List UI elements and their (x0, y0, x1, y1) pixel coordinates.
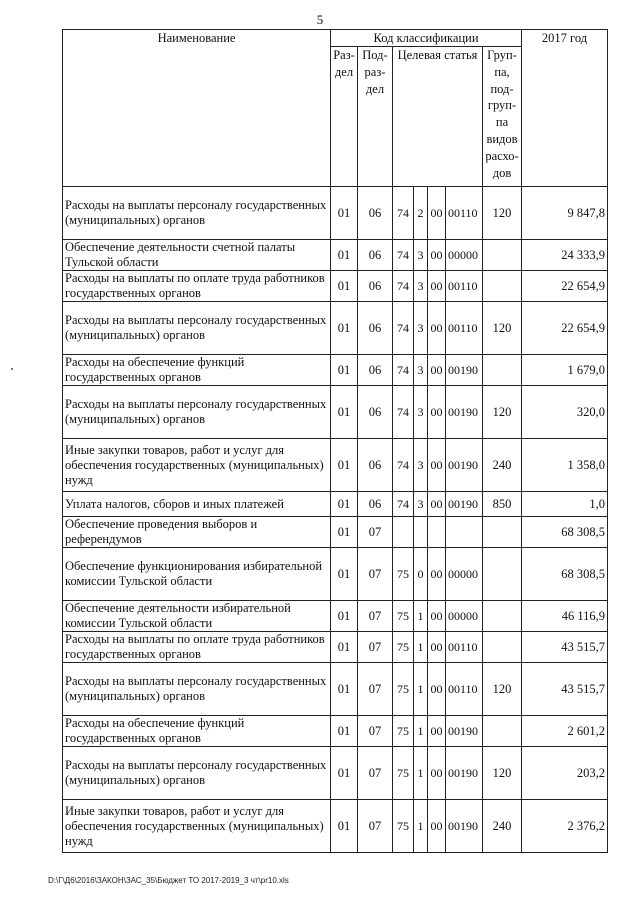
target-article-subprogram: 1 (414, 663, 428, 716)
target-article-part: 00 (428, 240, 446, 271)
section-code: 01 (331, 187, 358, 240)
target-article-direction (446, 517, 483, 548)
section-code: 01 (331, 747, 358, 800)
expense-type-code: 120 (483, 187, 522, 240)
target-article-program: 75 (393, 632, 414, 663)
target-article-direction: 00000 (446, 548, 483, 601)
table-row (63, 747, 608, 800)
target-article-direction: 00110 (446, 302, 483, 355)
target-article-program: 74 (393, 439, 414, 492)
target-article-subprogram: 3 (414, 355, 428, 386)
target-article-direction: 00190 (446, 386, 483, 439)
target-article-part: 00 (428, 386, 446, 439)
margin-mark (11, 368, 13, 370)
target-article-subprogram: 3 (414, 302, 428, 355)
section-code: 01 (331, 716, 358, 747)
target-article-part: 00 (428, 800, 446, 853)
subsection-code: 07 (358, 548, 393, 601)
section-code: 01 (331, 355, 358, 386)
expense-type-code (483, 240, 522, 271)
subsection-code: 07 (358, 632, 393, 663)
amount-2017: 2 601,2 (522, 716, 608, 747)
expense-type-code: 120 (483, 302, 522, 355)
table-body (63, 187, 608, 853)
table-row (63, 601, 608, 632)
target-article-part: 00 (428, 439, 446, 492)
target-article-part: 00 (428, 747, 446, 800)
row-name: Обеспечение функционирования избирательной комиссии Тульской области (63, 548, 331, 601)
subsection-code: 06 (358, 187, 393, 240)
expense-type-code: 850 (483, 492, 522, 517)
target-article-program: 75 (393, 747, 414, 800)
target-article-part: 00 (428, 492, 446, 517)
header-code: Код классификации (331, 30, 522, 47)
target-article-program: 75 (393, 716, 414, 747)
section-code: 01 (331, 302, 358, 355)
target-article-subprogram: 3 (414, 240, 428, 271)
subsection-code: 07 (358, 601, 393, 632)
table-row (63, 632, 608, 663)
row-name: Иные закупки товаров, работ и услуг для обеспечения государственных (муниципальных) нужд (63, 800, 331, 853)
target-article-subprogram: 0 (414, 548, 428, 601)
target-article-program: 74 (393, 271, 414, 302)
row-name: Обеспечение проведения выборов и референдумов (63, 517, 331, 548)
target-article-subprogram: 2 (414, 187, 428, 240)
table-row (63, 187, 608, 240)
header-section: Раз- дел (331, 47, 358, 187)
row-name: Уплата налогов, сборов и иных платежей (63, 492, 331, 517)
target-article-direction: 00190 (446, 492, 483, 517)
target-article-direction: 00190 (446, 439, 483, 492)
row-name: Расходы на выплаты по оплате труда работников государственных органов (63, 271, 331, 302)
target-article-direction: 00190 (446, 716, 483, 747)
amount-2017: 68 308,5 (522, 548, 608, 601)
target-article-part: 00 (428, 187, 446, 240)
section-code: 01 (331, 800, 358, 853)
target-article-subprogram: 1 (414, 800, 428, 853)
target-article-program: 74 (393, 492, 414, 517)
target-article-part: 00 (428, 663, 446, 716)
amount-2017: 203,2 (522, 747, 608, 800)
target-article-subprogram: 3 (414, 271, 428, 302)
target-article-direction: 00110 (446, 663, 483, 716)
target-article-direction: 00000 (446, 601, 483, 632)
table-row (63, 302, 608, 355)
row-name: Расходы на выплаты персоналу государственных (муниципальных) органов (63, 386, 331, 439)
footer-file-path: D:\Г\Д6\2016\ЗАКОН\ЗАС_35\Бюджет ТО 2017-2019_3 чт\pr10.xls (48, 876, 289, 885)
page-number: 5 (316, 12, 324, 27)
header-year: 2017 год (522, 30, 608, 187)
target-article-part: 00 (428, 632, 446, 663)
target-article-program: 75 (393, 663, 414, 716)
subsection-code: 06 (358, 386, 393, 439)
target-article-direction: 00110 (446, 271, 483, 302)
target-article-program (393, 517, 414, 548)
target-article-subprogram: 1 (414, 716, 428, 747)
target-article-part (428, 517, 446, 548)
amount-2017: 2 376,2 (522, 800, 608, 853)
target-article-subprogram: 1 (414, 601, 428, 632)
expense-type-code: 240 (483, 439, 522, 492)
target-article-subprogram: 3 (414, 439, 428, 492)
target-article-direction: 00190 (446, 747, 483, 800)
table-row (63, 492, 608, 517)
expense-type-code: 120 (483, 386, 522, 439)
table-row (63, 517, 608, 548)
amount-2017: 68 308,5 (522, 517, 608, 548)
section-code: 01 (331, 492, 358, 517)
target-article-program: 74 (393, 187, 414, 240)
subsection-code: 07 (358, 747, 393, 800)
table-row (63, 240, 608, 271)
header-expense-group: Груп- па, под- груп- па видов расхо- дов (483, 47, 522, 187)
row-name: Расходы на выплаты персоналу государственных (муниципальных) органов (63, 302, 331, 355)
row-name: Расходы на выплаты по оплате труда работников государственных органов (63, 632, 331, 663)
target-article-part: 00 (428, 271, 446, 302)
target-article-direction: 00190 (446, 355, 483, 386)
amount-2017: 320,0 (522, 386, 608, 439)
subsection-code: 07 (358, 663, 393, 716)
section-code: 01 (331, 601, 358, 632)
row-name: Расходы на выплаты персоналу государственных (муниципальных) органов (63, 747, 331, 800)
target-article-part: 00 (428, 601, 446, 632)
amount-2017: 1 679,0 (522, 355, 608, 386)
subsection-code: 06 (358, 271, 393, 302)
expense-type-code: 120 (483, 663, 522, 716)
row-name: Расходы на обеспечение функций государственных органов (63, 716, 331, 747)
section-code: 01 (331, 439, 358, 492)
subsection-code: 06 (358, 355, 393, 386)
subsection-code: 06 (358, 492, 393, 517)
table-row (63, 800, 608, 853)
subsection-code: 07 (358, 800, 393, 853)
target-article-program: 75 (393, 548, 414, 601)
table-row (63, 355, 608, 386)
target-article-direction: 00110 (446, 187, 483, 240)
header-target-article: Целевая статья (393, 47, 483, 187)
amount-2017: 9 847,8 (522, 187, 608, 240)
subsection-code: 06 (358, 302, 393, 355)
subsection-code: 07 (358, 517, 393, 548)
target-article-direction: 00110 (446, 632, 483, 663)
target-article-part: 00 (428, 716, 446, 747)
header-name: Наименование (63, 30, 331, 187)
row-name: Обеспечение деятельности счетной палаты Тульской области (63, 240, 331, 271)
budget-table (62, 29, 608, 853)
table-row (63, 548, 608, 601)
subsection-code: 06 (358, 439, 393, 492)
target-article-program: 74 (393, 302, 414, 355)
expense-type-code: 240 (483, 800, 522, 853)
target-article-part: 00 (428, 302, 446, 355)
target-article-subprogram: 3 (414, 492, 428, 517)
table-row (63, 716, 608, 747)
table-row (63, 663, 608, 716)
amount-2017: 46 116,9 (522, 601, 608, 632)
header-subsection: Под- раз- дел (358, 47, 393, 187)
expense-type-code (483, 517, 522, 548)
row-name: Расходы на выплаты персоналу государственных (муниципальных) органов (63, 663, 331, 716)
amount-2017: 22 654,9 (522, 271, 608, 302)
expense-type-code (483, 271, 522, 302)
target-article-program: 74 (393, 355, 414, 386)
target-article-subprogram: 1 (414, 747, 428, 800)
amount-2017: 24 333,9 (522, 240, 608, 271)
table-row (63, 439, 608, 492)
section-code: 01 (331, 271, 358, 302)
expense-type-code: 120 (483, 747, 522, 800)
subsection-code: 06 (358, 240, 393, 271)
subsection-code: 07 (358, 716, 393, 747)
section-code: 01 (331, 240, 358, 271)
target-article-program: 74 (393, 240, 414, 271)
table-row (63, 271, 608, 302)
expense-type-code (483, 548, 522, 601)
amount-2017: 1 358,0 (522, 439, 608, 492)
row-name: Расходы на обеспечение функций государственных органов (63, 355, 331, 386)
target-article-program: 74 (393, 386, 414, 439)
target-article-program: 75 (393, 800, 414, 853)
row-name: Обеспечение деятельности избирательной комиссии Тульской области (63, 601, 331, 632)
row-name: Расходы на выплаты персоналу государственных (муниципальных) органов (63, 187, 331, 240)
row-name: Иные закупки товаров, работ и услуг для обеспечения государственных (муниципальных) нужд (63, 439, 331, 492)
target-article-subprogram: 3 (414, 386, 428, 439)
section-code: 01 (331, 663, 358, 716)
expense-type-code (483, 355, 522, 386)
target-article-part: 00 (428, 355, 446, 386)
expense-type-code (483, 632, 522, 663)
section-code: 01 (331, 517, 358, 548)
section-code: 01 (331, 548, 358, 601)
target-article-subprogram (414, 517, 428, 548)
expense-type-code (483, 601, 522, 632)
target-article-part: 00 (428, 548, 446, 601)
target-article-program: 75 (393, 601, 414, 632)
target-article-subprogram: 1 (414, 632, 428, 663)
amount-2017: 43 515,7 (522, 632, 608, 663)
section-code: 01 (331, 632, 358, 663)
section-code: 01 (331, 386, 358, 439)
amount-2017: 43 515,7 (522, 663, 608, 716)
table-row (63, 386, 608, 439)
target-article-direction: 00190 (446, 800, 483, 853)
target-article-direction: 00000 (446, 240, 483, 271)
header-row-top (63, 30, 608, 47)
amount-2017: 1,0 (522, 492, 608, 517)
amount-2017: 22 654,9 (522, 302, 608, 355)
expense-type-code (483, 716, 522, 747)
